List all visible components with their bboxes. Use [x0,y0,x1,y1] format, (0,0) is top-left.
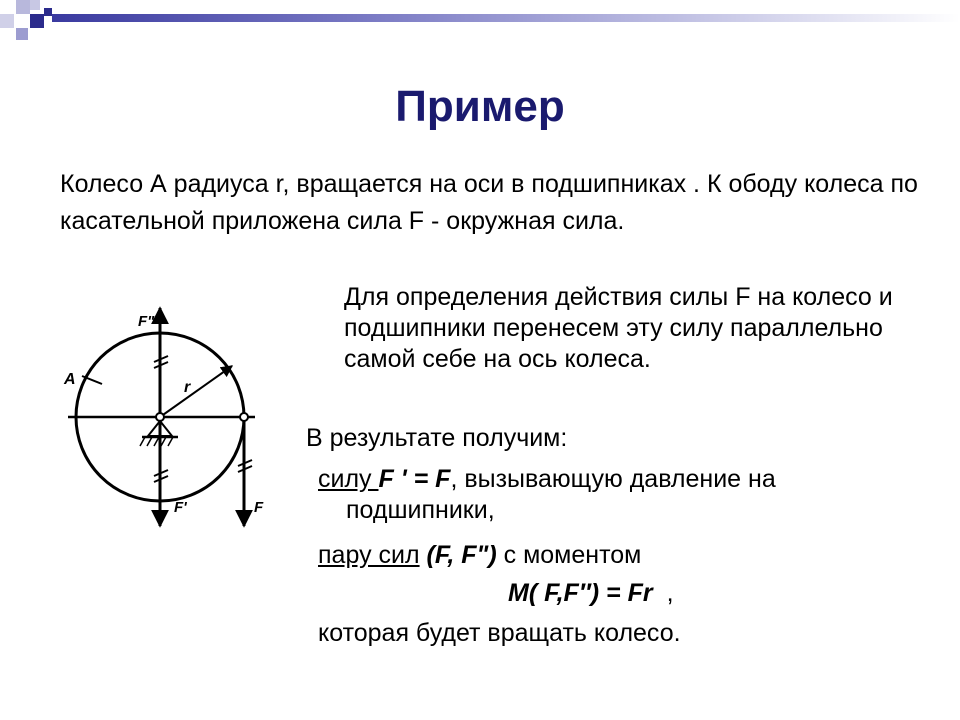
slide-title: Пример [395,82,565,131]
pair-rest: с моментом [496,541,642,569]
intro-text: Колесо А радиуса r, вращается на оси в подшипниках . К ободу колеса по касательной приложена сила F - окружная сила. [60,170,918,235]
moment-comma: , [666,579,674,607]
force-formula: F ' = F [378,465,451,493]
label-f-prime: F' [174,499,187,516]
final-text: которая будет вращать колесо. [318,619,681,647]
moment-formula-line [508,578,908,609]
label-f: F [254,499,264,516]
force-item [318,464,918,526]
explanation-paragraph: Для определения действия силы F на колесо и подшипники перенесем эту силу параллельно самой себе на ось колеса. [344,283,893,373]
wheel-diagram [60,300,290,560]
label-r: r [184,379,191,396]
pair-item [318,540,918,571]
force-rest-2: подшипники, [346,496,495,524]
pair-prefix: пару сил [318,541,420,569]
corner-decoration [0,0,960,40]
moment-formula: M( F,F″) = Fr [508,579,653,607]
label-a: A [64,371,76,388]
pair-formula: (F, F") [419,541,497,569]
result-heading: В результате получим: [306,424,568,452]
force-prefix: силу [318,465,379,493]
force-rest-1: , вызывающую давление на [450,465,776,493]
radius-arrow [160,366,232,417]
label-f-double: F" [138,313,155,330]
